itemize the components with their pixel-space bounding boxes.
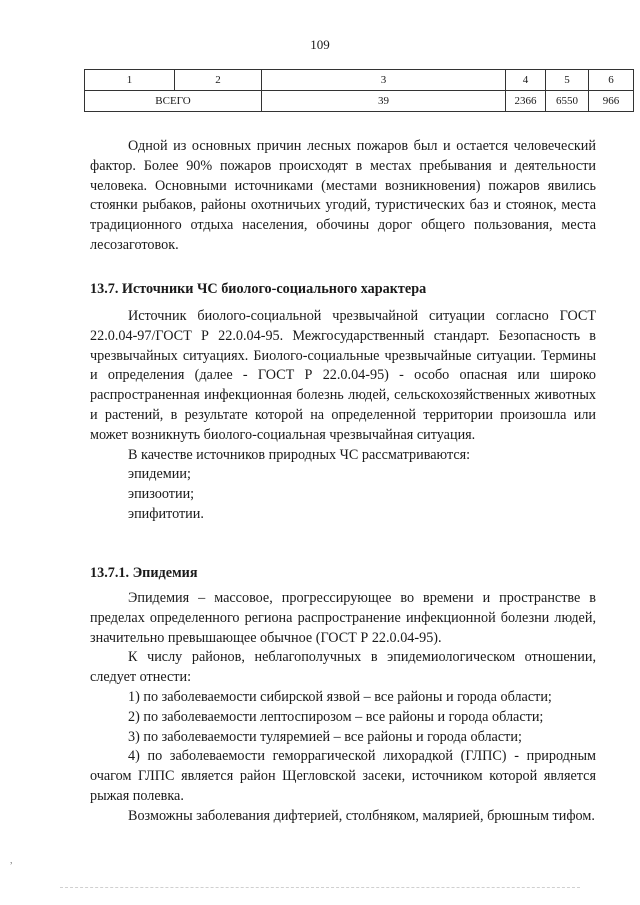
possible-diseases-paragraph: Возможны заболевания дифтерией, столбняком, малярией, брюшным тифом.	[128, 807, 595, 824]
list-item: 4) по заболеваемости геморрагической лихорадкой (ГЛПС) - природным очагом ГЛПС является район Щегловской засеки, источником которой является рыжая полевка.	[90, 748, 596, 804]
table-total-row	[85, 91, 634, 112]
scan-footer-artifact	[60, 887, 580, 888]
table-header-cell: 2	[175, 70, 262, 91]
section-13-7-heading: 13.7. Источники ЧС биолого-социального характера	[90, 280, 427, 297]
table-header-cell: 5	[546, 70, 589, 91]
page-number: 109	[310, 37, 330, 52]
list-item: 1) по заболеваемости сибирской язвой – все районы и города области;	[128, 688, 552, 705]
total-cell: 39	[262, 91, 506, 112]
list-item: эпизоотии;	[128, 486, 195, 503]
list-item: 3) по заболеваемости туляремией – все районы и города области;	[128, 728, 522, 745]
total-cell: 6550	[546, 91, 589, 112]
section-13-7-body	[90, 307, 596, 525]
table-header-cell: 4	[506, 70, 546, 91]
list-item: 2) по заболеваемости лептоспирозом – все районы и города области;	[128, 708, 544, 725]
table-header-cell: 1	[85, 70, 175, 91]
section-13-7-1-heading: 13.7.1. Эпидемия	[90, 564, 198, 581]
section-13-7-1-body	[90, 589, 596, 827]
districts-intro-paragraph: К числу районов, неблагополучных в эпидемиологическом отношении, следует отнести:	[90, 649, 596, 686]
epidemic-definition-paragraph: Эпидемия – массовое, прогрессирующее во времени и пространстве в пределах определенного региона распространение инфекционной болезни людей, значительно превышающее обычное (ГОСТ Р 22.0.04-95).	[90, 590, 596, 646]
total-label-cell: ВСЕГО	[85, 91, 262, 112]
total-cell: 2366	[506, 91, 546, 112]
table-header-cell: 6	[589, 70, 634, 91]
list-item: эпифитотии.	[128, 505, 204, 522]
table-header-row	[85, 70, 634, 91]
scan-mark: ,	[10, 855, 13, 866]
total-cell: 966	[589, 91, 634, 112]
sources-intro-paragraph: В качестве источников природных ЧС рассматриваются:	[128, 446, 471, 463]
forest-fire-causes-section	[90, 137, 596, 256]
fire-statistics-table	[84, 69, 634, 112]
definition-paragraph: Источник биолого-социальной чрезвычайной ситуации согласно ГОСТ 22.0.04-97/ГОСТ Р 22.0.04-95. Межгосударственный стандарт. Безопасность в чрезвычайных ситуациях. Биолого-социальные чрезвычайные ситуации. Термины и определения (далее - ГОСТ Р 22.0.04-95) - особо опасная или широко распространенная инфекционная болезнь людей, сельскохозяйственных животных и растений, в результате которой на определенной территории произошла или может возникнуть биолого-социальная чрезвычайная ситуация.	[90, 308, 596, 443]
table-header-cell: 3	[262, 70, 506, 91]
forest-fire-causes-paragraph: Одной из основных причин лесных пожаров был и остается человеческий фактор. Более 90% пожаров происходят в местах пребывания и деятельности человека. Основными источниками (местами возникновения) пожаров явились стоянки рыбаков, районы охотничьих угодий, туристических баз и стоянок, места традиционного отдыха населения, обочины дорог общего пользования, места лесозаготовок.	[90, 138, 596, 253]
list-item: эпидемии;	[128, 466, 191, 483]
